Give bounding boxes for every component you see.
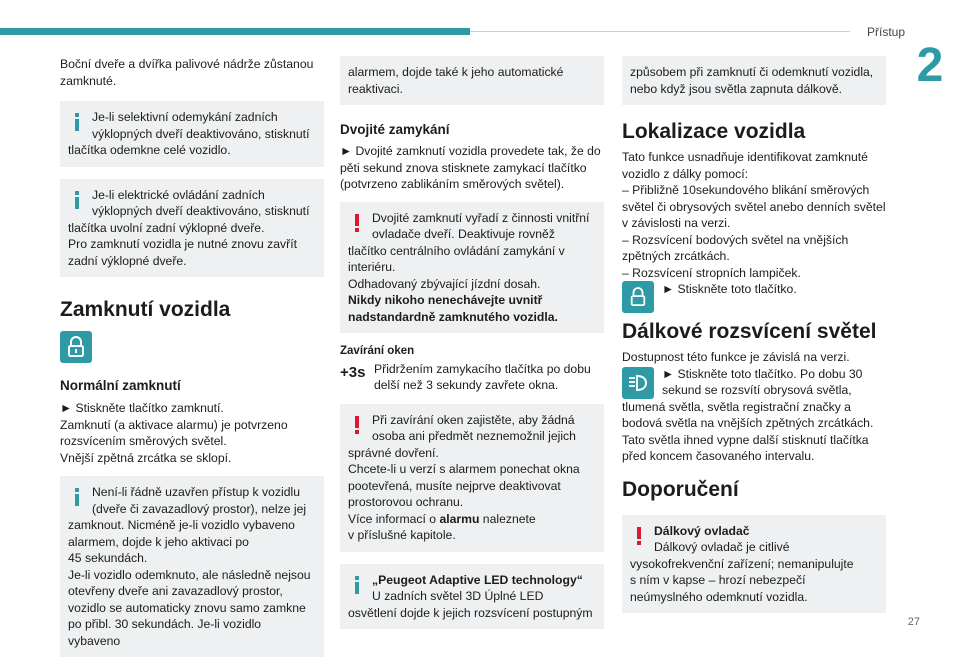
info-icon	[70, 191, 84, 209]
heading-double-lock: Dvojité zamykání	[340, 122, 450, 137]
remote-button-row: ► Stiskněte toto tlačítko. Po dobu 30 sekund se rozsvítí obrysová světla,	[622, 366, 886, 399]
column-1	[60, 56, 324, 657]
info-box-continued: způsobem při zamknutí či odemknutí vozidla, nebo když jsou světla zapnuta dálkově.	[622, 56, 886, 105]
locate-text: Tato funkce usnadňuje identifikovat zamknuté vozidlo z dálky pomocí: – Přibližně 10sekundového blikání směrových světel či obrysových světel anebo denních světel v závislosti na verzi. – Rozsvícení bodových světel na vnějších zpětných zrcátkách. – Rozsvícení stropních lampiček.	[622, 150, 886, 280]
header-divider	[470, 31, 850, 32]
info-box-electric-tailgate: Je-li elektrické ovládání zadních výklopných dveří deaktivováno, stisknutí tlačítka uvolní zadní výklopné dveře. Pro zamknutí vozidla je nutné znovu zavřít zadní výklopné dveře.	[60, 179, 324, 278]
warning-icon	[350, 416, 364, 434]
heading-window-closing: Zavírání oken	[340, 345, 415, 357]
info-box-unclosed-access: Není-li řádně uzavřen přístup k vozidlu (dveře či zavazadlový prostor), nelze jej zamknout. Nicméně je-li vozidlo vybaveno alarmem, dojde k jeho aktivaci po 45 sekundách. Je-li vozidlo odemknuto, ale následně nejsou otevřeny dveře ani zavazadlový prostor, vozidlo se automaticky znovu samo zamkne po přibl. 30 sekundách. Je-li vozidlo vybaveno	[60, 476, 324, 657]
warning-box-remote-control: Dálkový ovladač Dálkový ovladač je citlivé vysokofrekvenční zařízení; nemanipulujte s ním v kapse – hrozí nebezpečí neúmyslného odemknutí vozidla.	[622, 515, 886, 614]
heading-recommendations: Doporučení	[622, 477, 739, 501]
info-box-continued: alarmem, dojde také k jeho automatické reaktivaci.	[340, 56, 604, 105]
normal-lock-text: ► Stiskněte tlačítko zamknutí. Zamknutí (a aktivace alarmu) je potvrzeno rozsvícením směrových světel. Vnější zpětná zrcátka se sklopí.	[60, 401, 288, 465]
remote-availability-text: Dostupnost této funkce je závislá na verzi.	[622, 350, 850, 364]
info-box-selective-unlock: Je-li selektivní odemykání zadních výklopných dveří deaktivováno, stisknutí tlačítka odemkne celé vozidlo.	[60, 101, 324, 167]
double-lock-text: ► Dvojité zamknutí vozidla provedete tak, že do pěti sekund znova stisknete zamykací tlačítko (potvrzeno zablikáním směrových světel).	[340, 144, 601, 191]
remote-lighting-text: tlumená světla, světla registrační značky a bodová světla na vnějších zpětných zrcátkách. Tato světla ihned vypne další stisknutí tlačítka před koncem časovaného intervalu.	[622, 399, 874, 463]
warning-icon	[350, 214, 364, 232]
warning-box-window-closing: Při zavírání oken zajistěte, aby žádná osoba ani předmět neznemožnil jejich správné dovření. Chcete-li u verzí s alarmem ponechat okna pootevřená, musíte nejprve deaktivovat prostorovou ochranu. Více informací o alarmu naleznete v příslušné kapitole.	[340, 404, 604, 552]
heading-normal-lock: Normální zamknutí	[60, 378, 181, 393]
info-icon	[70, 488, 84, 506]
page-number: 27	[907, 616, 920, 628]
section-title: Přístup	[866, 25, 905, 39]
intro-text: Boční dveře a dvířka palivové nádrže zůstanou zamknuté.	[60, 57, 314, 88]
info-icon	[350, 576, 364, 594]
plus-3s-icon: +3s	[340, 363, 366, 381]
warning-icon	[632, 527, 646, 545]
chapter-number: 2	[916, 39, 944, 92]
heading-remote-lighting: Dálkové rozsvícení světel	[622, 320, 877, 343]
window-closing-row: +3s Přidržením zamykacího tlačítka po dobu delší než 3 sekundy zavřete okna.	[340, 361, 591, 392]
heading-lock-vehicle: Zamknutí vozidla	[60, 298, 231, 321]
padlock-icon	[622, 281, 654, 313]
column-2	[340, 56, 604, 629]
info-icon	[70, 113, 84, 131]
info-box-adaptive-led: „Peugeot Adaptive LED technology“ U zadních světel 3D Úplné LED osvětlení dojde k jejich rozsvícení postupným	[340, 564, 604, 630]
header-accent-bar	[0, 28, 470, 35]
heading-locate-vehicle: Lokalizace vozidla	[622, 120, 806, 143]
column-3	[622, 56, 886, 613]
locate-button-row: ► Stiskněte toto tlačítko.	[622, 281, 886, 315]
padlock-icon	[60, 331, 92, 363]
warning-box-double-lock: Dvojité zamknutí vyřadí z činnosti vnitřní ovladače dveří. Deaktivuje rovněž tlačítko centrálního ovládání zamykání v interiéru. Odhadovaný zbývající jízdní dosah. Nikdy nikoho nenechávejte uvnitř nadstandardně zamknutého vozidla.	[340, 202, 604, 334]
headlamp-icon	[622, 367, 654, 399]
